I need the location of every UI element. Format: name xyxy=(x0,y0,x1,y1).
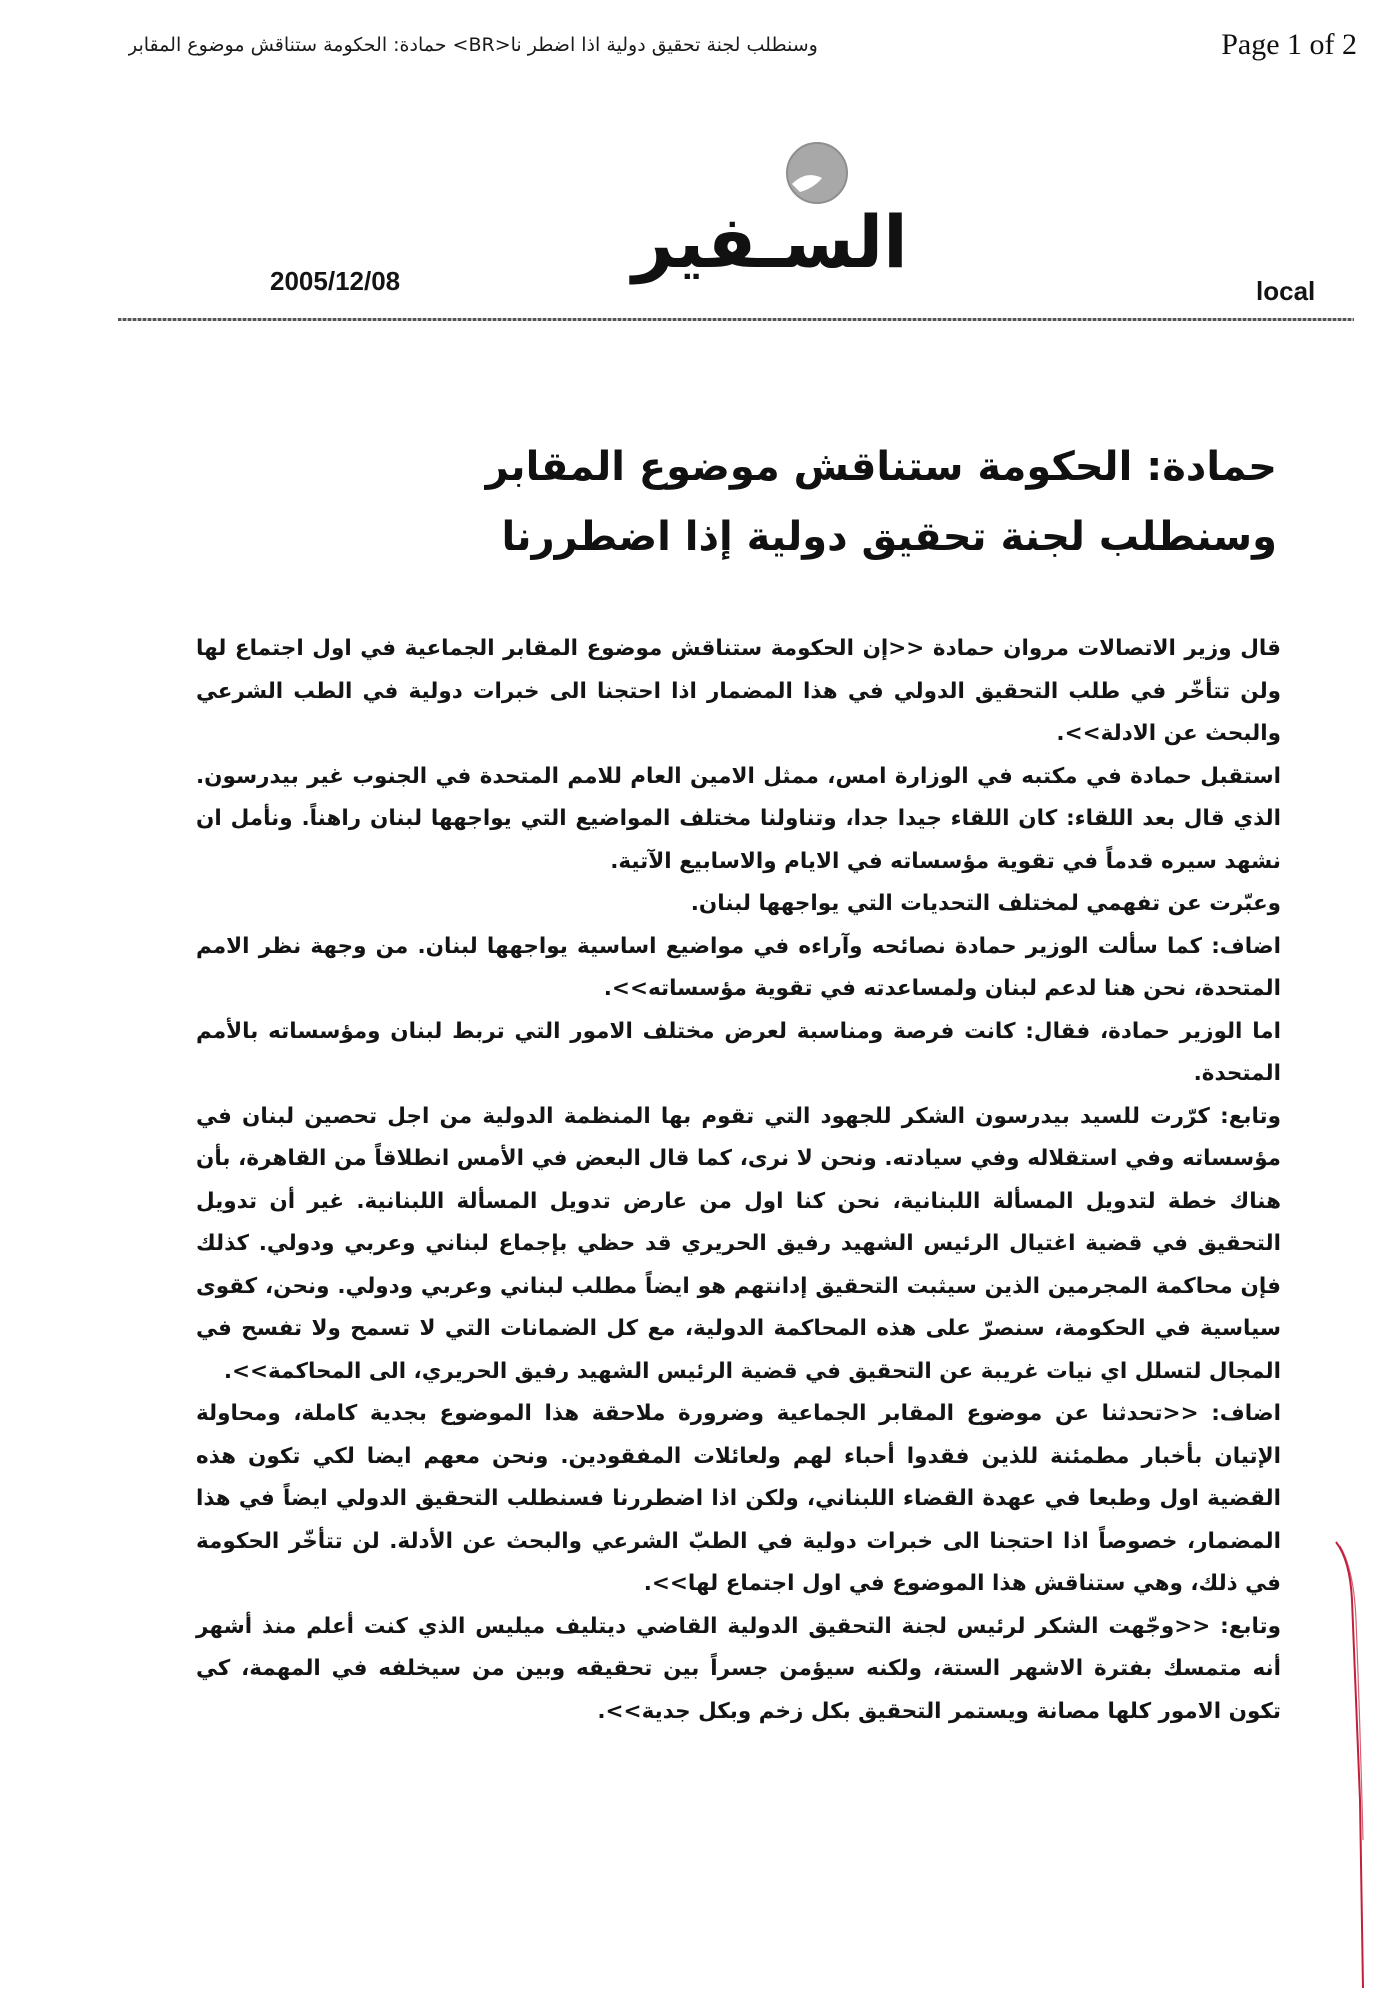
article-paragraph: وتابع: <<وجّهت الشكر لرئيس لجنة التحقيق الدولية القاضي ديتليف ميليس الذي كنت أعلم منذ أشهر أنه متمسك بفترة الاشهر الستة، ولكنه سيؤمن جسراً بين تحقيقه وبين من سيخلفه في المهمة، كي تكون الامور كلها مصانة ويستمر التحقيق بكل زخم وبكل جدية>>. xyxy=(196,1613,1281,1724)
newspaper-masthead xyxy=(560,140,980,300)
article-paragraph: استقبل حمادة في مكتبه في الوزارة امس، ممثل الامين العام للامم المتحدة في الجنوب غير بيدرسون. الذي قال بعد اللقاء: كان اللقاء جيدا جدا، وتناولنا مختلف المواضيع التي يواجهها لبنان راهناً. ونأمل ان نشهد سيره قدماً في تقوية مؤسساته في الايام والاسابيع الآتية. xyxy=(196,763,1281,874)
document-title: وسنطلب لجنة تحقيق دولية اذا اضطر نا<BR> حمادة: الحكومة ستناقش موضوع المقابر xyxy=(128,34,818,56)
article-paragraph: اضاف: <<تحدثنا عن موضوع المقابر الجماعية وضرورة ملاحقة هذا الموضوع بجدية كاملة، ومحاولة الإتيان بأخبار مطمئنة للذين فقدوا أحباء لهم ولعائلات المفقودين. ونحن معهم ايضا لكي تكون هذه القضية اول وطبعا في عهدة القضاء اللبناني، ولكن اذا اضطررنا فسنطلب التحقيق الدولي ايضاً في هذا المضمار، خصوصاً اذا احتجنا الى خبرات دولية في الطبّ الشرعي والبحث عن الأدلة. لن تتأخّر الحكومة في ذلك، وهي ستناقش هذا الموضوع في اول اجتماع لها>>. xyxy=(196,1401,1281,1596)
article-paragraph: اضاف: كما سألت الوزير حمادة نصائحه وآراءه في مواضيع اساسية يواجهها لبنان. من وجهة نظر الامم المتحدة، نحن هنا لدعم لبنان ولمساعدته في تقوية مؤسساته>>. xyxy=(196,933,1281,1001)
page-number: Page 1 of 2 xyxy=(1221,28,1357,61)
newspaper-logo-icon xyxy=(784,140,850,206)
headline-line-2: وسنطلب لجنة تحقيق دولية إذا اضطررنا xyxy=(501,514,1277,560)
article-paragraph: وتابع: كرّرت للسيد بيدرسون الشكر للجهود التي تقوم بها المنظمة الدولية من اجل تحصين لبنان في مؤسساته وفي استقلاله وفي سيادته. ونحن لا نرى، كما قال البعض في الأمس انطلاقاً من القاهرة، بأن هناك خطة لتدويل المسألة اللبنانية، نحن كنا اول من عارض تدويل المسألة اللبنانية. غير أن تدويل التحقيق في قضية اغتيال الرئيس الشهيد رفيق الحريري قد حظي بإجماع لبناني وعربي ودولي. كذلك فإن محاكمة المجرمين الذين سيثبت التحقيق إدانتهم هو ايضاً مطلب لبناني وعربي ودولي. ونحن، كقوى سياسية في الحكومة، سنصرّ على هذه المحاكمة الدولية، مع كل الضمانات التي لا تسمح ولا تفسح في المجال لتسلل اي نيات غريبة عن التحقيق في قضية الرئيس الشهيد رفيق الحريري، الى المحاكمة>>. xyxy=(196,1103,1281,1384)
article-headline xyxy=(260,432,1277,572)
section-label: local xyxy=(1256,276,1316,306)
article-paragraph: اما الوزير حمادة، فقال: كانت فرصة ومناسبة لعرض مختلف الامور التي تربط لبنان ومؤسساته بالأمم المتحدة. xyxy=(196,1018,1281,1086)
print-header xyxy=(0,26,1377,66)
publication-date: 2005/12/08 xyxy=(270,266,401,296)
margin-pen-mark xyxy=(1330,1540,1370,1990)
newspaper-logo-text: السـفير xyxy=(632,200,908,284)
article-paragraph: قال وزير الاتصالات مروان حمادة <<إن الحكومة ستناقش موضوع المقابر الجماعية في اول اجتماع لها ولن تتأخّر في طلب التحقيق الدولي في هذا المضمار اذا احتجنا الى خبرات دولية في الطب الشرعي والبحث عن الادلة>>. xyxy=(196,636,1281,746)
article-body xyxy=(196,628,1281,1733)
header-divider xyxy=(118,318,1354,321)
headline-line-1: حمادة: الحكومة ستناقش موضوع المقابر xyxy=(485,444,1277,490)
article-paragraph: وعبّرت عن تفهمي لمختلف التحديات التي يواجهها لبنان. xyxy=(690,891,1281,916)
